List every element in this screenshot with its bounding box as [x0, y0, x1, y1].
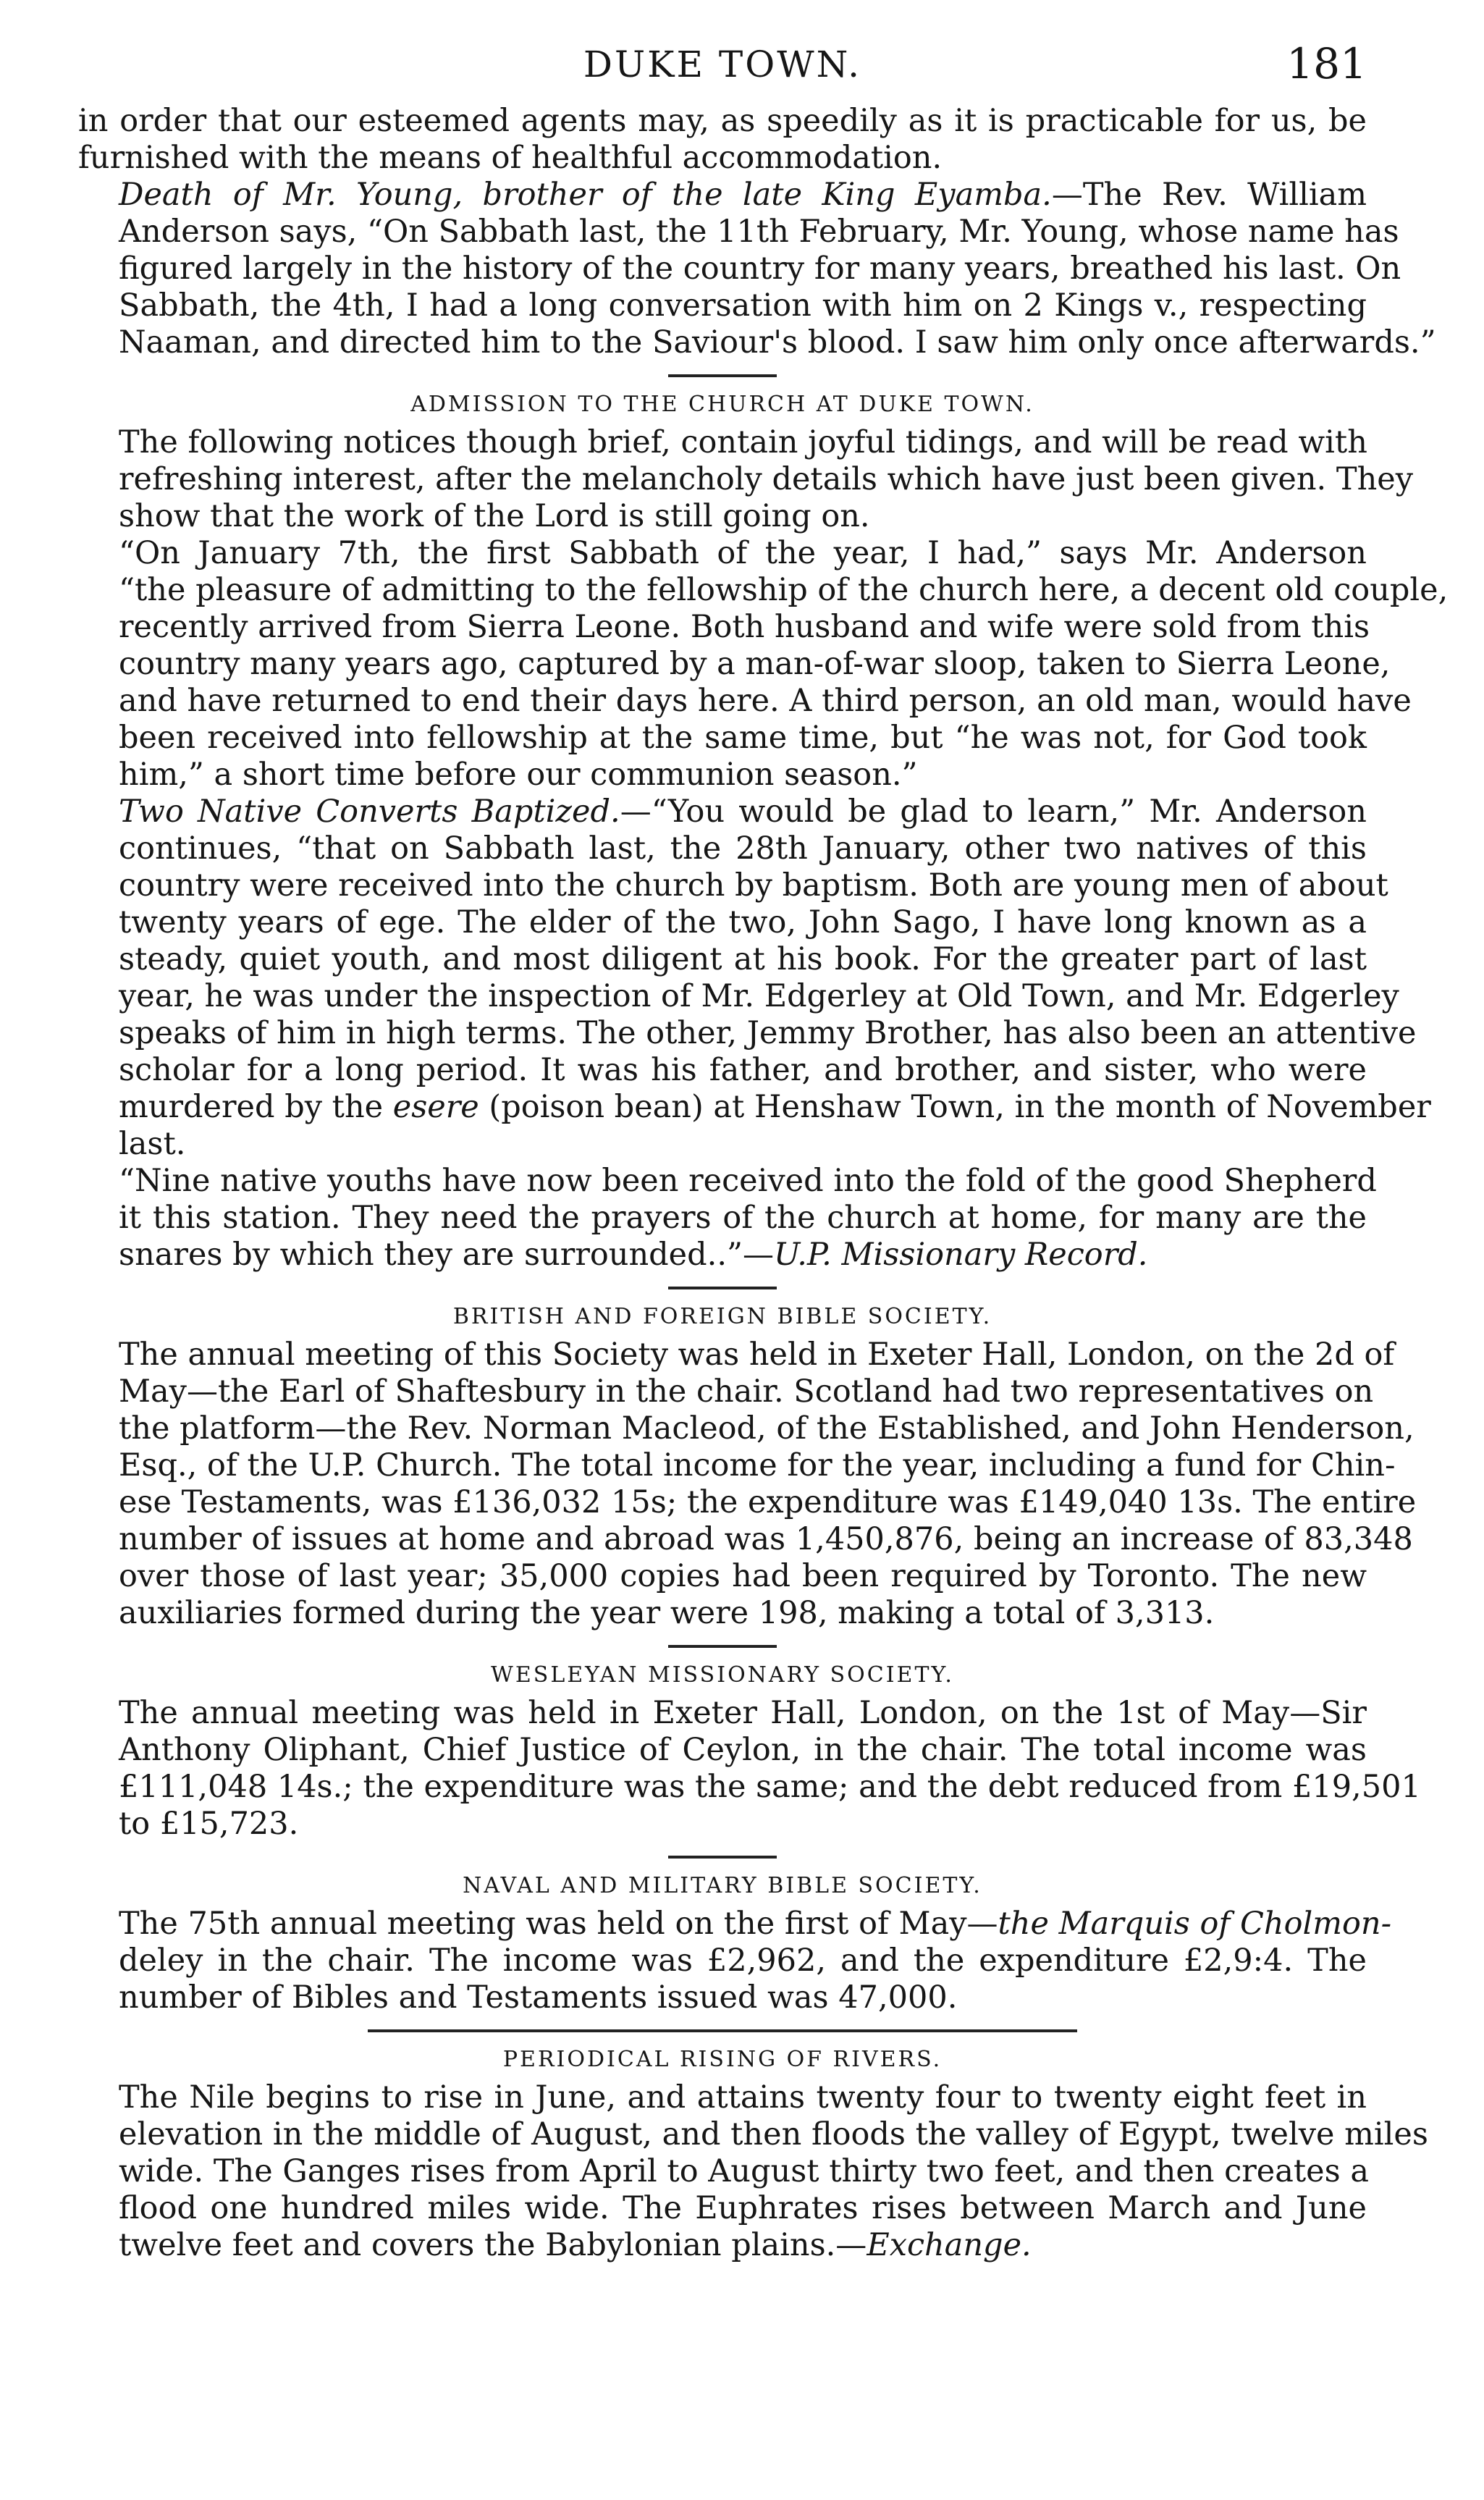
admission-paragraph-1 [78, 424, 1414, 535]
rivers-heading: PERIODICAL RISING OF RIVERS. [502, 2047, 943, 2072]
page-number: 181 [1286, 39, 1367, 88]
death-young-line-5: Naaman, and directed him to the Saviour's blood. I saw him only once afterwards.” [119, 324, 1436, 361]
esere-term: esere [392, 1089, 479, 1125]
opening-line-2: furnished with the means of healthful accommodation. [78, 140, 943, 176]
exchange-source: Exchange. [867, 2227, 1032, 2263]
admission-p4-line-1: “Nine native youths have now been received into the fold of the good Shepherd [119, 1163, 1377, 1199]
wesleyan-heading: WESLEYAN MISSIONARY SOCIETY. [491, 1662, 954, 1688]
naval-paragraph [78, 1906, 1392, 2016]
rivers-line-4: flood one hundred miles wide. The Euphrates rises between March and June [119, 2190, 1367, 2226]
rivers-line-3: wide. The Ganges rises from April to August thirty two feet, and then creates a [119, 2153, 1369, 2189]
admission-paragraph-3 [78, 794, 1431, 1163]
wesleyan-line-4: to £15,723. [119, 1806, 299, 1842]
bible-society-line-1: The annual meeting of this Society was held in Exeter Hall, London, on the 2d of [119, 1337, 1395, 1373]
bible-society-line-5: ese Testaments, was £136,032 15s; the expenditure was £149,040 13s. The entire [119, 1484, 1417, 1520]
death-young-title: Death of Mr. Young, brother of the late King Eyamba. [119, 177, 1052, 213]
admission-p3-line-10: last. [119, 1126, 186, 1162]
admission-p4-line-2: it this station. They need the prayers of the church at home, for many are the [119, 1200, 1367, 1236]
opening-paragraph [78, 103, 1367, 177]
admission-p3-line-9 [78, 1089, 1431, 1126]
admission-p2-line-1: “On January 7th, the first Sabbath of the year, I had,” says Mr. Anderson [119, 535, 1367, 571]
page-header [78, 35, 1367, 103]
bible-society-line-4: Esq., of the U.P. Church. The total income for the year, including a fund for Chin- [119, 1447, 1396, 1483]
admission-p3-line-1 [78, 794, 1367, 830]
wesleyan-line-3: £111,048 14s.; the expenditure was the same; and the debt reduced from £19,501 [119, 1769, 1421, 1805]
rivers-line-2: elevation in the middle of August, and then floods the valley of Egypt, twelve miles [119, 2116, 1428, 2152]
admission-paragraph-4 [78, 1163, 1377, 1274]
record-source: U.P. Missionary Record. [773, 1237, 1148, 1273]
death-young-paragraph [78, 177, 1436, 361]
admission-p3-line-3: country were received into the church by baptism. Both are young men of about [119, 867, 1388, 904]
bible-society-paragraph [78, 1337, 1417, 1632]
death-young-line-1-rest: —The Rev. William [1051, 177, 1367, 213]
admission-p4-line-3-before: snares by which they are surrounded..”— [119, 1237, 774, 1273]
running-head: DUKE TOWN. [583, 43, 862, 85]
naval-line-1 [78, 1906, 1392, 1943]
wesleyan-paragraph [78, 1695, 1421, 1843]
admission-p3-line-5: steady, quiet youth, and most diligent at his book. For the greater part of last [119, 941, 1367, 977]
admission-heading: ADMISSION TO THE CHURCH AT DUKE TOWN. [410, 392, 1034, 417]
marquis-name: the Marquis of Cholmon- [998, 1906, 1392, 1942]
wesleyan-line-2: Anthony Oliphant, Chief Justice of Ceylon, in the chair. The total income was [119, 1732, 1367, 1768]
naval-line-3: number of Bibles and Testaments issued was 47,000. [119, 1979, 958, 2016]
admission-p2-line-7: him,” a short time before our communion season.” [119, 757, 918, 793]
admission-p2-line-5: and have returned to end their days here. A third person, an old man, would have [119, 683, 1412, 719]
admission-p3-line-9-before: murdered by the [119, 1089, 393, 1125]
section-divider [668, 1856, 777, 1859]
death-young-line-2: Anderson says, “On Sabbath last, the 11th February, Mr. Young, whose name has [119, 214, 1399, 250]
rivers-paragraph [78, 2079, 1428, 2264]
bible-society-line-8: auxiliaries formed during the year were 198, making a total of 3,313. [119, 1595, 1215, 1631]
bible-society-line-7: over those of last year; 35,000 copies had been required by Toronto. The new [119, 1558, 1367, 1594]
naval-line-1-before: The 75th annual meeting was held on the first of May— [119, 1906, 998, 1942]
rivers-line-1: The Nile begins to rise in June, and attains twenty four to twenty eight feet in [119, 2079, 1367, 2116]
admission-p1-line-3: show that the work of the Lord is still going on. [119, 498, 870, 534]
admission-paragraph-2 [78, 535, 1449, 794]
admission-p1-line-2: refreshing interest, after the melancholy details which have just been given. They [119, 461, 1414, 497]
admission-p2-line-2: “the pleasure of admitting to the fellowship of the church here, a decent old couple, [119, 572, 1449, 608]
admission-p4-line-3 [78, 1237, 1367, 1274]
bible-society-line-3: the platform—the Rev. Norman Macleod, of the Established, and John Henderson, [119, 1410, 1415, 1447]
section-divider [668, 1287, 777, 1289]
rivers-line-5-before: twelve feet and covers the Babylonian plains.— [119, 2227, 867, 2263]
death-young-line-4: Sabbath, the 4th, I had a long conversation with him on 2 Kings v., respecting [119, 287, 1367, 324]
book-page [78, 35, 1449, 2264]
bible-society-line-6: number of issues at home and abroad was 1,450,876, being an increase of 83,348 [119, 1521, 1413, 1557]
long-section-divider [368, 2029, 1077, 2032]
admission-p3-line-8: scholar for a long period. It was his father, and brother, and sister, who were [119, 1052, 1367, 1088]
naval-heading: NAVAL AND MILITARY BIBLE SOCIETY. [463, 1873, 982, 1898]
admission-p2-line-3: recently arrived from Sierra Leone. Both husband and wife were sold from this [119, 609, 1370, 645]
opening-line-1: in order that our esteemed agents may, as speedily as it is practicable for us, be [78, 103, 1367, 139]
admission-p3-line-4: twenty years of ege. The elder of the two, John Sago, I have long known as a [119, 904, 1367, 940]
admission-p3-line-9-after: (poison bean) at Henshaw Town, in the month of November [478, 1089, 1431, 1125]
admission-p1-line-1: The following notices though brief, contain joyful tidings, and will be read with [119, 424, 1367, 460]
admission-p3-line-2: continues, “that on Sabbath last, the 28th January, other two natives of this [119, 830, 1367, 867]
admission-p3-line-1-rest: —“You would be glad to learn,” Mr. Anderson [620, 794, 1367, 830]
bible-society-heading: BRITISH AND FOREIGN BIBLE SOCIETY. [452, 1304, 992, 1329]
death-young-line-3: figured largely in the history of the country for many years, breathed his last. On [119, 251, 1401, 287]
converts-title: Two Native Converts Baptized. [119, 794, 620, 830]
bible-society-line-2: May—the Earl of Shaftesbury in the chair. Scotland had two representatives on [119, 1373, 1374, 1410]
admission-p2-line-6: been received into fellowship at the same time, but “he was not, for God took [119, 720, 1367, 756]
naval-line-2: deley in the chair. The income was £2,962, and the expenditure £2,9:4. The [119, 1943, 1367, 1979]
section-divider [668, 1645, 777, 1648]
section-divider [668, 374, 777, 377]
admission-p3-line-6: year, he was under the inspection of Mr. Edgerley at Old Town, and Mr. Edgerley [119, 978, 1399, 1014]
admission-p2-line-4: country many years ago, captured by a man-of-war sloop, taken to Sierra Leone, [119, 646, 1391, 682]
wesleyan-line-1: The annual meeting was held in Exeter Hall, London, on the 1st of May—Sir [119, 1695, 1367, 1731]
rivers-line-5 [78, 2227, 1367, 2264]
admission-p3-line-7: speaks of him in high terms. The other, Jemmy Brother, has also been an attentive [119, 1015, 1417, 1051]
death-young-line-1 [78, 177, 1367, 214]
